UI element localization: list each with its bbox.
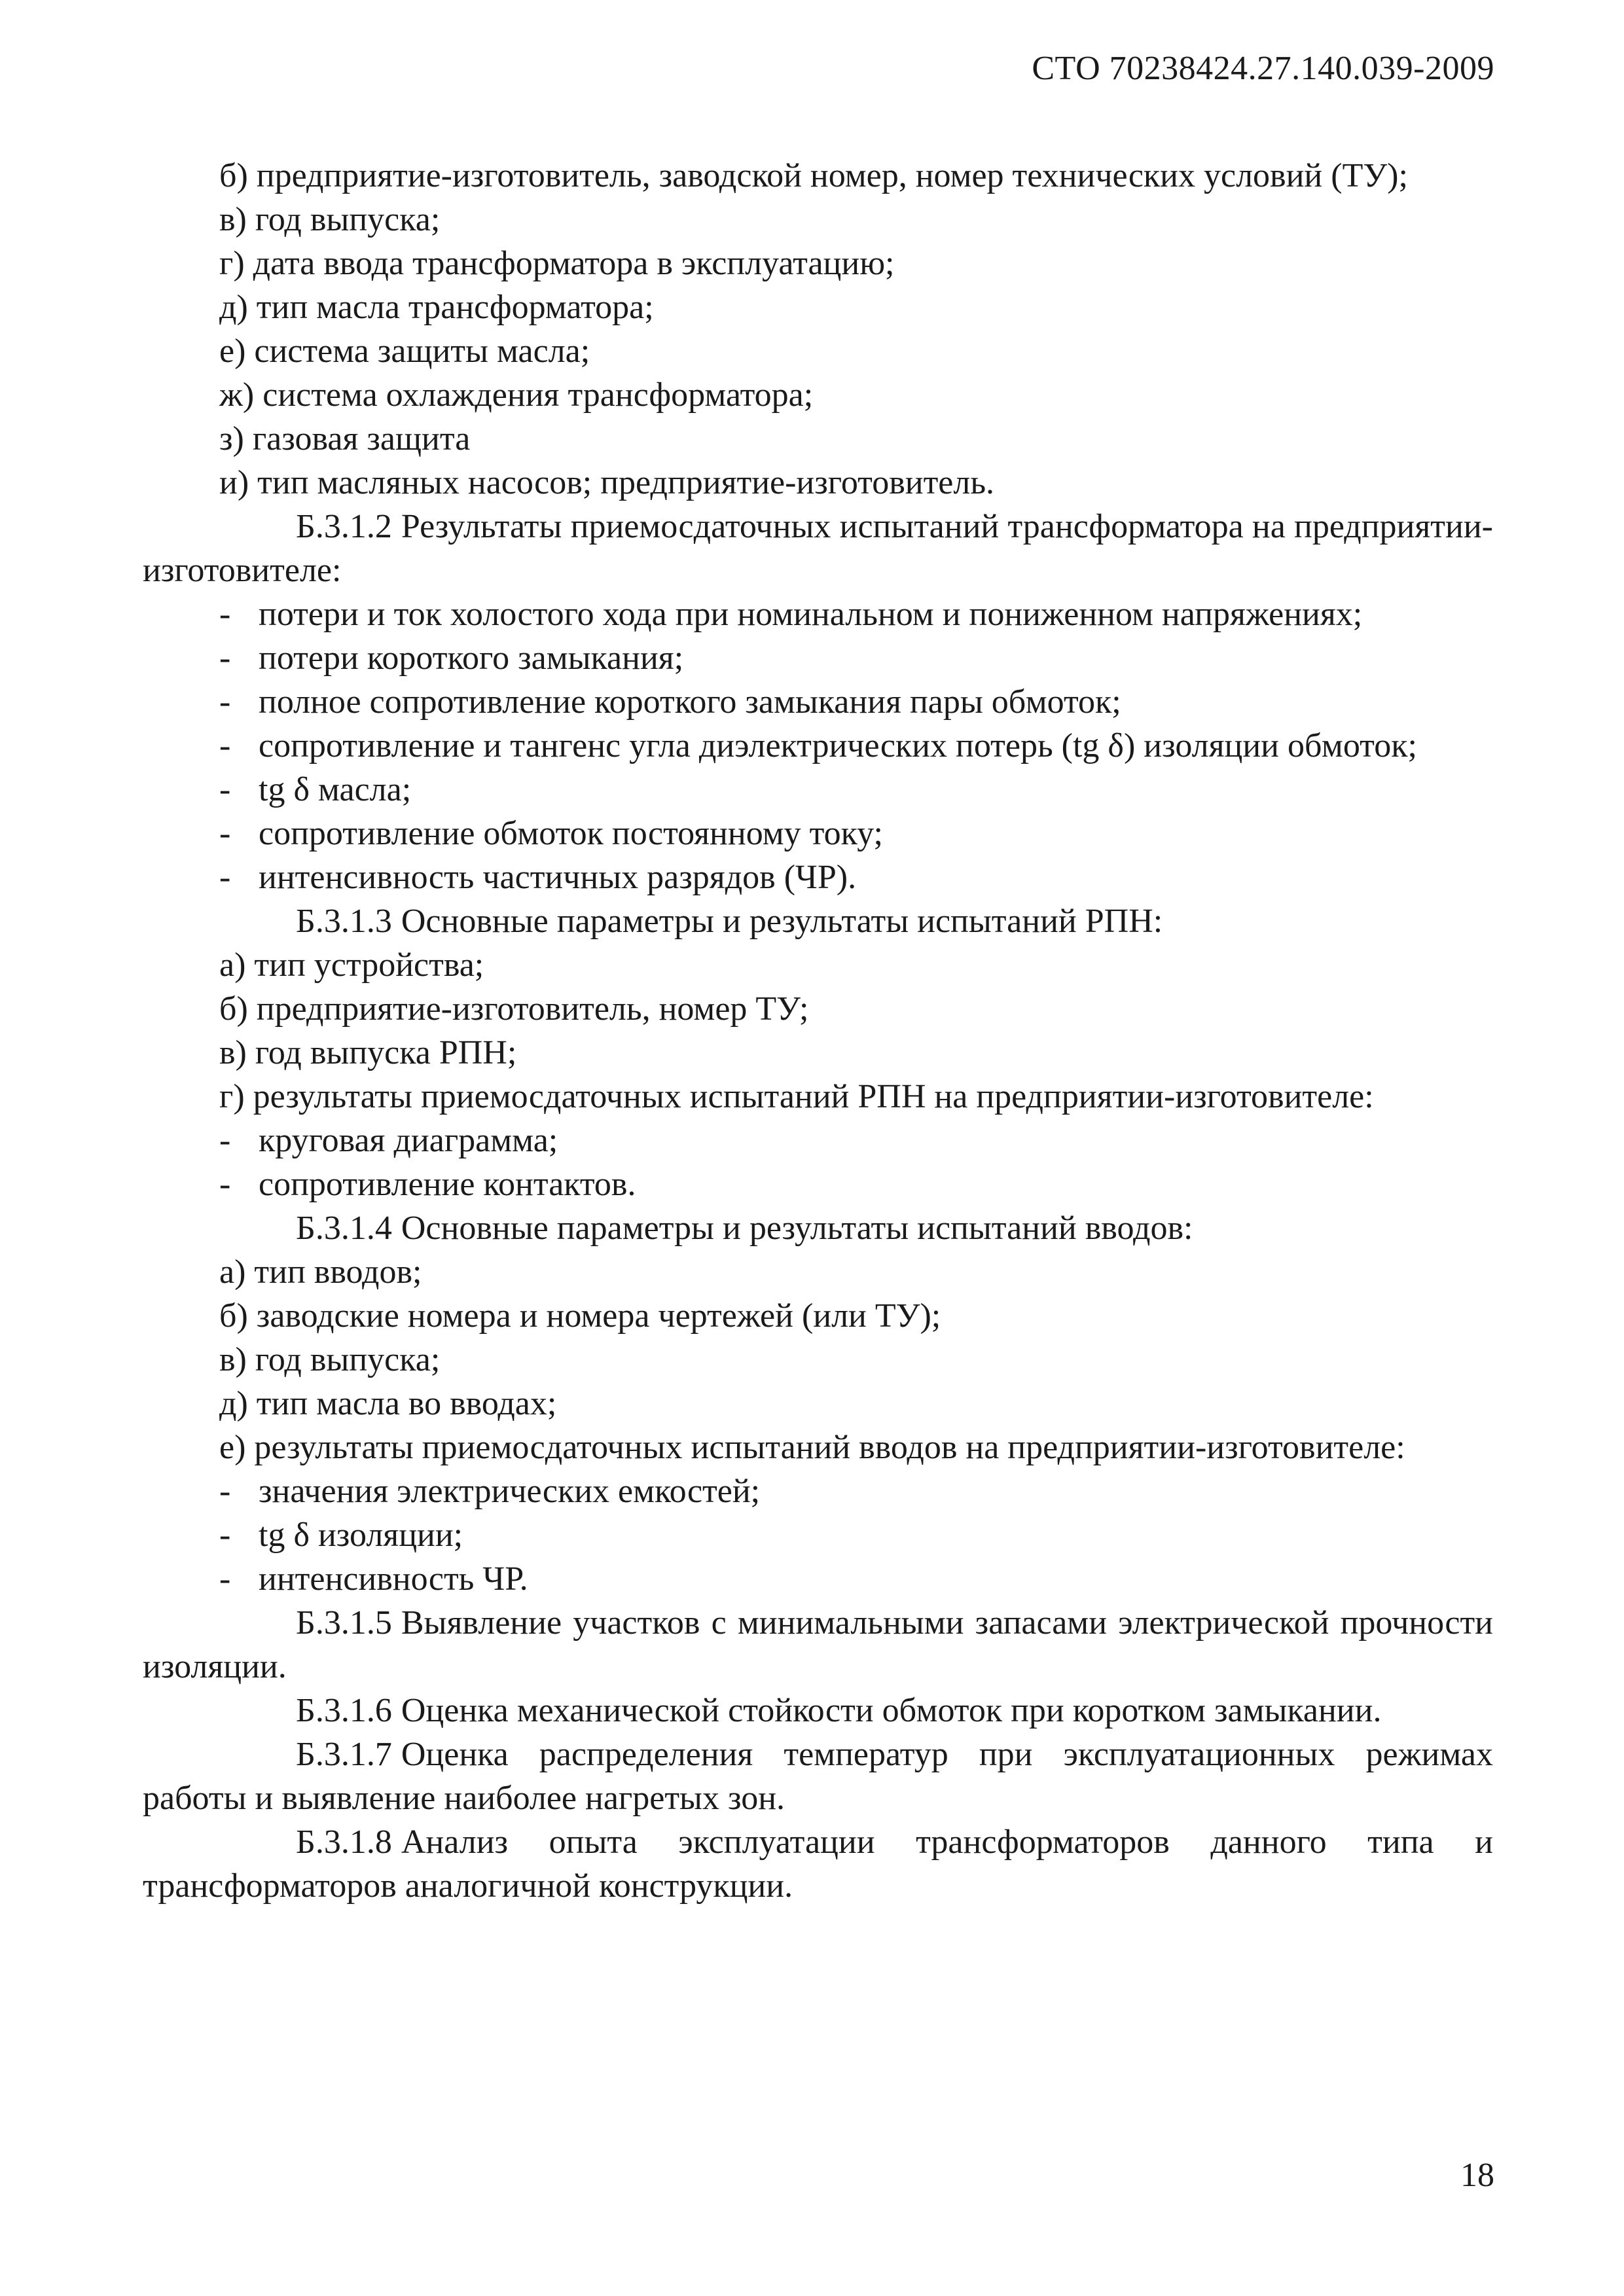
paragraph-g-commission-date: г) дата ввода трансформатора в эксплуатацию; [219, 245, 895, 282]
section-number: Б.3.1.4 [296, 1210, 392, 1247]
list-item [143, 1469, 1493, 1513]
list-item [143, 768, 1493, 812]
list-item-text: tg δ изоляции; [259, 1516, 463, 1554]
paragraph-e-bushing-results: е) результаты приемосдаточных испытаний вводов на предприятии-изготовителе: [219, 1429, 1405, 1466]
dash-marker: - [219, 683, 231, 721]
paragraph-z-gas-protection: з) газовая защита [219, 420, 471, 457]
section-number: Б.3.1.2 [296, 508, 392, 545]
list-item [143, 724, 1493, 768]
document-code-header: СТО 70238424.27.140.039-2009 [1032, 50, 1494, 87]
list-item-text: значения электрических емкостей; [259, 1473, 761, 1510]
list-item-text: сопротивление контактов. [259, 1166, 636, 1203]
list-item-text: потери и ток холостого хода при номинальном и пониженном напряжениях; [259, 596, 1363, 633]
dash-marker: - [219, 1516, 231, 1554]
section-b312 [143, 505, 1493, 592]
section-b316 [143, 1689, 1493, 1732]
list-item-text: круговая диаграмма; [259, 1122, 558, 1159]
section-b314 [143, 1206, 1493, 1250]
list-item [143, 636, 1493, 680]
paragraph-i-oil-pumps: и) тип масляных насосов; предприятие-изготовитель. [219, 464, 995, 501]
list-item [143, 1119, 1493, 1162]
dash-marker: - [219, 859, 231, 896]
paragraph-e-oil-protection: е) система защиты масла; [219, 332, 590, 370]
section-number: Б.3.1.8 [296, 1823, 392, 1861]
section-number: Б.3.1.5 [296, 1604, 392, 1641]
section-b315 [143, 1601, 1493, 1689]
list-item-text: потери короткого замыкания; [259, 639, 684, 677]
paragraph-a-bushing-type: а) тип вводов; [219, 1253, 422, 1291]
list-item [143, 680, 1493, 724]
list-item [143, 812, 1493, 855]
document-body [143, 154, 1493, 1908]
paragraph-d-oil-type: д) тип масла трансформатора; [219, 289, 654, 326]
list-item-text: полное сопротивление короткого замыкания пары обмоток; [259, 683, 1121, 721]
paragraph-a-device-type: а) тип устройства; [219, 946, 484, 984]
paragraph-g-rpn-results: г) результаты приемосдаточных испытаний РПН на предприятии-изготовителе: [219, 1078, 1374, 1115]
section-text: Оценка механической стойкости обмоток при коротком замыкании. [401, 1692, 1382, 1729]
section-text: Выявление участков с минимальными запасами электрической прочности изоляции. [143, 1604, 1493, 1685]
dash-marker: - [219, 815, 231, 852]
section-b317 [143, 1732, 1493, 1820]
list-item [143, 1162, 1493, 1206]
list-item [143, 592, 1493, 636]
section-number: Б.3.1.7 [296, 1736, 392, 1773]
list-item-text: tg δ масла; [259, 771, 412, 808]
paragraph-zh-cooling: ж) система охлаждения трансформатора; [219, 376, 814, 414]
section-number: Б.3.1.3 [296, 903, 392, 940]
dash-marker: - [219, 1122, 231, 1159]
dash-marker: - [219, 1166, 231, 1203]
paragraph-b-serial-numbers: б) заводские номера и номера чертежей (или ТУ); [219, 1297, 941, 1335]
dash-marker: - [219, 771, 231, 808]
dash-marker: - [219, 1473, 231, 1510]
list-item-text: сопротивление и тангенс угла диэлектрических потерь (tg δ) изоляции обмоток; [259, 727, 1417, 764]
section-number: Б.3.1.6 [296, 1692, 392, 1729]
section-text: Анализ опыта эксплуатации трансформаторов данного типа и трансформаторов аналогичной конструкции. [143, 1823, 1493, 1905]
section-text: Основные параметры и результаты испытаний вводов: [401, 1210, 1193, 1247]
paragraph-v-year: в) год выпуска; [219, 201, 441, 238]
list-item-text: интенсивность частичных разрядов (ЧР). [259, 859, 857, 896]
paragraph-b-manufacturer-tu: б) предприятие-изготовитель, номер ТУ; [219, 990, 809, 1028]
paragraph-v-bushing-year: в) год выпуска; [219, 1341, 441, 1378]
dash-marker: - [219, 1560, 231, 1598]
list-item-text: сопротивление обмоток постоянному току; [259, 815, 883, 852]
list-item-text: интенсивность ЧР. [259, 1560, 528, 1598]
paragraph-d-bushing-oil: д) тип масла во вводах; [219, 1385, 557, 1422]
section-text: Основные параметры и результаты испытаний РПН: [401, 903, 1163, 940]
list-item [143, 855, 1493, 899]
dash-marker: - [219, 596, 231, 633]
paragraph-v-rpn-year: в) год выпуска РПН; [219, 1034, 517, 1071]
dash-marker: - [219, 727, 231, 764]
list-item [143, 1557, 1493, 1601]
dash-marker: - [219, 639, 231, 677]
list-item [143, 1513, 1493, 1557]
page-number: 18 [1460, 2157, 1494, 2194]
section-b318 [143, 1820, 1493, 1908]
section-text: Результаты приемосдаточных испытаний трансформатора на предприятии-изготовителе: [143, 508, 1493, 589]
paragraph-b-manufacturer: б) предприятие-изготовитель, заводской номер, номер технических условий (ТУ); [219, 157, 1408, 194]
section-b313 [143, 899, 1493, 943]
section-text: Оценка распределения температур при эксплуатационных режимах работы и выявление наиболее нагретых зон. [143, 1736, 1493, 1817]
